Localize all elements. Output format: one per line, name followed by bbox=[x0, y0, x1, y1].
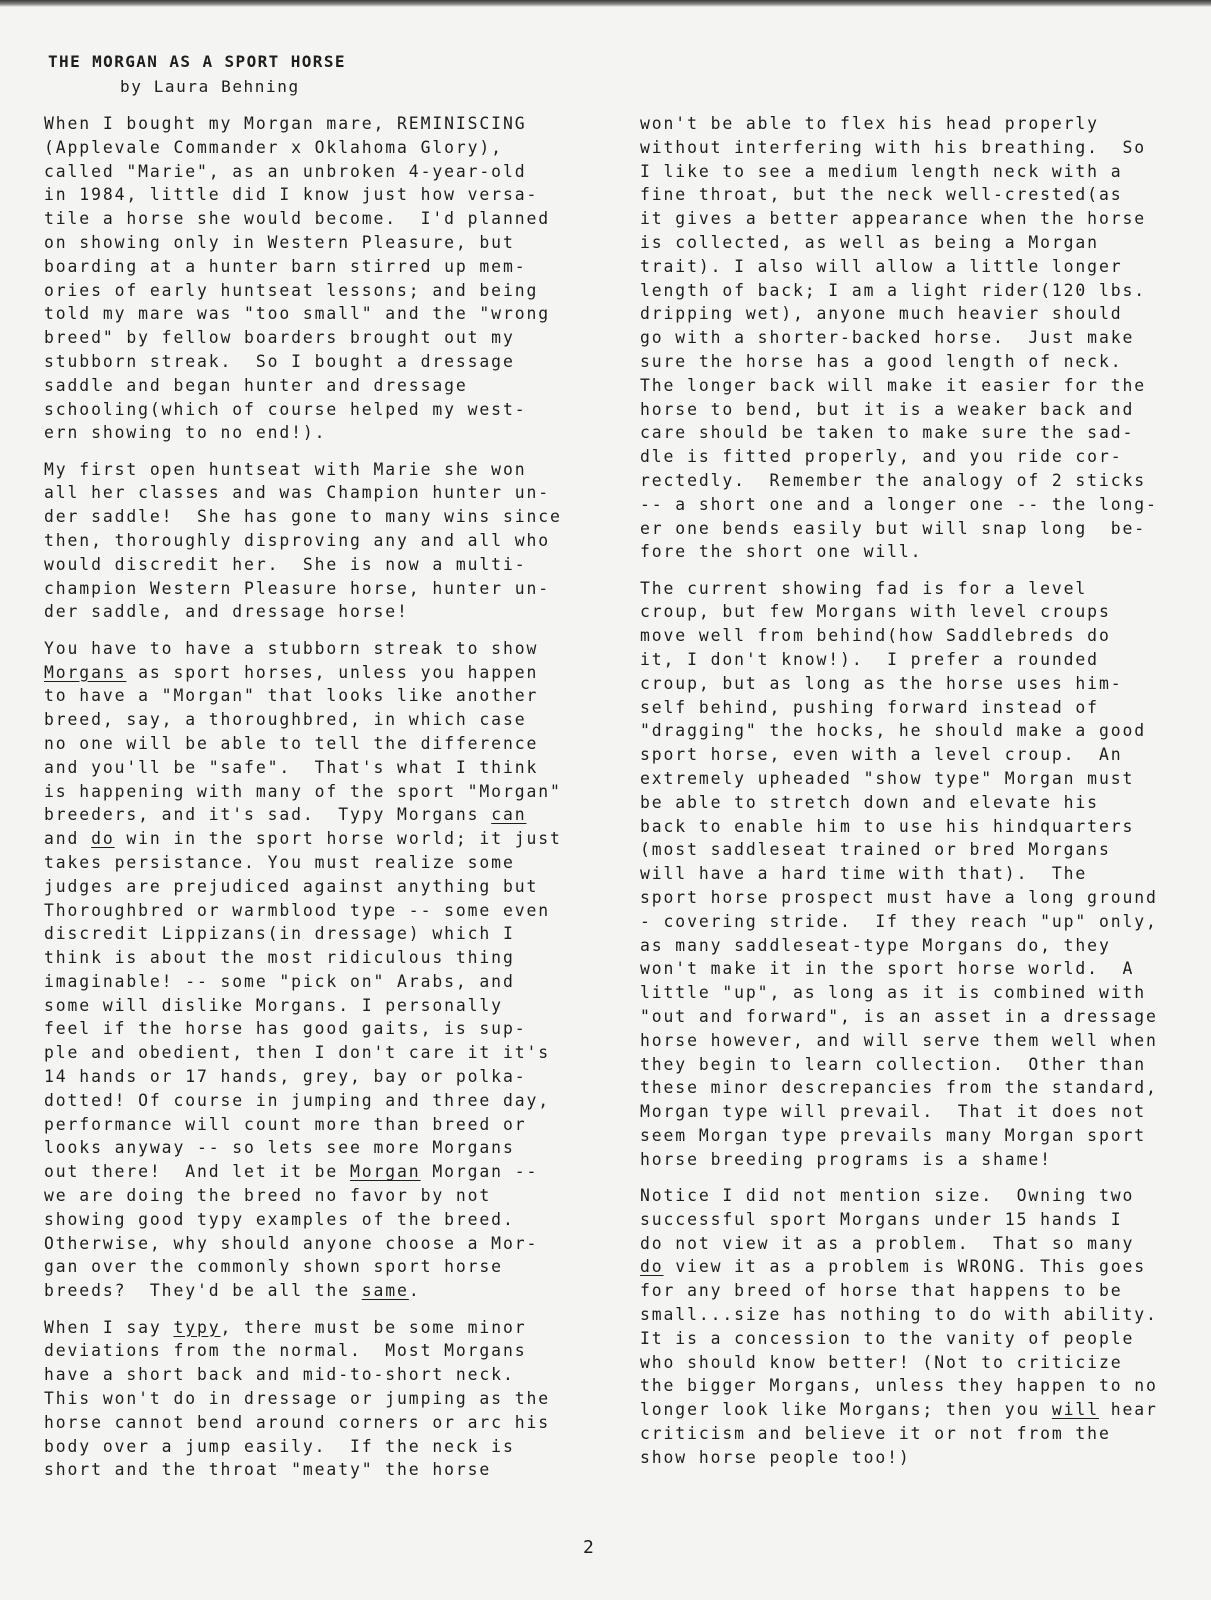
text-line bbox=[640, 540, 1185, 564]
text-segment: to have a "Morgan" that looks like another bbox=[44, 686, 539, 706]
text-line bbox=[44, 970, 594, 994]
text-segment: fine throat, but the neck well-crested(as bbox=[640, 185, 1123, 205]
text-segment: horse however, and will serve them well when bbox=[640, 1030, 1158, 1050]
text-segment: When I bought my Morgan mare, REMINISCING bbox=[44, 114, 527, 133]
text-line bbox=[640, 1100, 1185, 1124]
text-line bbox=[44, 1089, 594, 1113]
text-segment: Otherwise, why should anyone choose a Mor- bbox=[44, 1233, 539, 1253]
text-line bbox=[44, 398, 594, 422]
text-segment: My first open huntseat with Marie she won bbox=[44, 459, 527, 479]
text-line bbox=[640, 600, 1185, 624]
text-line bbox=[44, 1339, 594, 1363]
underlined-word: can bbox=[491, 805, 527, 825]
text-line bbox=[640, 648, 1185, 672]
text-segment: won't be able to flex his head properly bbox=[640, 114, 1099, 133]
text-line bbox=[640, 981, 1185, 1005]
text-line bbox=[640, 1029, 1185, 1053]
text-line bbox=[640, 1232, 1185, 1256]
text-line bbox=[640, 183, 1185, 207]
underlined-word: typy bbox=[173, 1317, 221, 1337]
text-line bbox=[44, 732, 594, 756]
paragraph bbox=[44, 112, 594, 445]
text-segment: - covering stride. If they reach "up" only, bbox=[640, 911, 1158, 931]
text-segment: tile a horse she would become. I'd planned bbox=[44, 209, 551, 229]
text-segment: rectedly. Remember the analogy of 2 sticks bbox=[640, 470, 1147, 490]
text-segment: Thoroughbred or warmblood type -- some even bbox=[44, 900, 551, 920]
text-line bbox=[640, 838, 1185, 862]
right-column bbox=[640, 112, 1185, 1482]
text-line bbox=[640, 326, 1185, 350]
text-line bbox=[640, 672, 1185, 696]
text-line bbox=[640, 350, 1185, 374]
text-segment: some will dislike Morgans. I personally bbox=[44, 995, 503, 1015]
text-segment: on showing only in Western Pleasure, but bbox=[44, 232, 515, 252]
text-segment: "dragging" the hocks, he should make a good bbox=[640, 721, 1147, 741]
text-segment: der saddle! She has gone to many wins since bbox=[44, 507, 562, 527]
text-segment: Notice I did not mention size. Owning two bbox=[640, 1186, 1135, 1206]
text-line bbox=[44, 827, 594, 851]
text-line bbox=[640, 719, 1185, 743]
text-segment: successful sport Morgans under 15 hands I bbox=[640, 1209, 1123, 1229]
text-segment: won't make it in the sport horse world. A bbox=[640, 959, 1135, 979]
text-segment: imaginable! -- some "pick on" Arabs, and bbox=[44, 971, 515, 991]
text-segment: hear bbox=[1098, 1400, 1158, 1420]
text-segment: When I say bbox=[44, 1317, 174, 1337]
text-segment: it, I don't know!). I prefer a rounded bbox=[640, 650, 1099, 670]
text-segment: ern showing to no end!). bbox=[44, 423, 327, 443]
text-line bbox=[44, 994, 594, 1018]
text-segment: saddle and began hunter and dressage bbox=[44, 375, 468, 395]
text-segment: criticism and believe it or not from the bbox=[640, 1424, 1111, 1444]
text-segment: as sport horses, unless you happen bbox=[126, 662, 539, 682]
text-line bbox=[44, 136, 594, 160]
text-segment: body over a jump easily. If the neck is bbox=[44, 1436, 515, 1456]
text-line bbox=[640, 1398, 1185, 1422]
text-line bbox=[640, 445, 1185, 469]
text-segment: called "Marie", as an unbroken 4-year-old bbox=[44, 161, 527, 181]
text-segment: they begin to learn collection. Other than bbox=[640, 1054, 1147, 1074]
text-line bbox=[640, 302, 1185, 326]
text-line bbox=[640, 231, 1185, 255]
text-segment: then, thoroughly disproving any and all who bbox=[44, 531, 551, 551]
text-segment: have a short back and mid-to-short neck. bbox=[44, 1365, 515, 1385]
text-line bbox=[44, 1041, 594, 1065]
text-segment: short and the throat "meaty" the horse bbox=[44, 1460, 492, 1480]
text-segment: will have a hard time with that). The bbox=[640, 864, 1088, 884]
text-segment: it gives a better appearance when the horse bbox=[640, 209, 1147, 229]
text-segment: dotted! Of course in jumping and three day, bbox=[44, 1090, 551, 1110]
underlined-word: do bbox=[640, 1257, 664, 1277]
text-segment: croup, but as long as the horse uses him- bbox=[640, 673, 1123, 693]
text-segment: "out and forward", is an asset in a dressage bbox=[640, 1006, 1158, 1026]
text-segment: show horse people too!) bbox=[640, 1447, 911, 1467]
underlined-word: same bbox=[361, 1281, 409, 1301]
text-segment: self behind, pushing forward instead of bbox=[640, 697, 1099, 717]
paragraph bbox=[44, 1316, 594, 1483]
text-line bbox=[44, 780, 594, 804]
text-line bbox=[44, 326, 594, 350]
text-segment: croup, but few Morgans with level croups bbox=[640, 602, 1111, 622]
text-segment: would discredit her. She is now a multi- bbox=[44, 554, 527, 574]
text-segment: The longer back will make it easier for the bbox=[640, 375, 1147, 395]
text-segment: all her classes and was Champion hunter un- bbox=[44, 483, 551, 503]
text-segment: breeds? They'd be all the bbox=[44, 1281, 362, 1301]
text-segment: little "up", as long as it is combined with bbox=[640, 983, 1147, 1003]
text-line bbox=[44, 1411, 594, 1435]
text-line bbox=[44, 899, 594, 923]
text-segment: (Applevale Commander x Oklahoma Glory), bbox=[44, 137, 503, 157]
text-line bbox=[640, 1184, 1185, 1208]
text-line bbox=[640, 1124, 1185, 1148]
page-number: 2 bbox=[583, 1537, 595, 1558]
text-line bbox=[44, 1184, 594, 1208]
text-segment: view it as a problem is WRONG. This goes bbox=[663, 1257, 1147, 1277]
text-line bbox=[640, 910, 1185, 934]
text-segment: (most saddleseat trained or bred Morgans bbox=[640, 840, 1111, 860]
text-line bbox=[640, 136, 1185, 160]
text-line bbox=[640, 374, 1185, 398]
text-line bbox=[640, 469, 1185, 493]
text-line bbox=[640, 255, 1185, 279]
text-line bbox=[640, 1208, 1185, 1232]
text-line bbox=[640, 1255, 1185, 1279]
text-segment: go with a shorter-backed horse. Just make bbox=[640, 328, 1135, 348]
text-line bbox=[44, 1387, 594, 1411]
text-segment: dripping wet), anyone much heavier should bbox=[640, 304, 1123, 324]
text-segment: is collected, as well as being a Morgan bbox=[640, 232, 1099, 252]
text-segment: . bbox=[408, 1281, 421, 1301]
paragraph bbox=[640, 112, 1185, 564]
text-line bbox=[44, 1208, 594, 1232]
text-line bbox=[44, 231, 594, 255]
text-line bbox=[640, 743, 1185, 767]
text-segment: trait). I also will allow a little longer bbox=[640, 256, 1123, 276]
text-line bbox=[44, 421, 594, 445]
text-segment: takes persistance. You must realize some bbox=[44, 852, 515, 872]
text-line bbox=[44, 637, 594, 661]
text-segment: champion Western Pleasure horse, hunter un- bbox=[44, 578, 551, 598]
text-segment: 14 hands or 17 hands, grey, bay or polka- bbox=[44, 1067, 527, 1087]
text-line bbox=[44, 1363, 594, 1387]
text-segment: in 1984, little did I know just how versa- bbox=[44, 185, 539, 205]
text-segment: sport horse prospect must have a long ground bbox=[640, 888, 1158, 907]
text-line bbox=[44, 1458, 594, 1482]
text-line bbox=[44, 851, 594, 875]
text-segment: performance will count more than breed or bbox=[44, 1114, 527, 1134]
text-line bbox=[44, 1435, 594, 1459]
left-column bbox=[44, 112, 594, 1495]
text-segment: the bigger Morgans, unless they happen to no bbox=[640, 1376, 1158, 1396]
paragraph bbox=[640, 1184, 1185, 1470]
text-segment: ple and obedient, then I don't care it it's bbox=[44, 1043, 551, 1063]
text-line bbox=[640, 767, 1185, 791]
text-segment: length of back; I am a light rider(120 lbs. bbox=[640, 280, 1147, 300]
text-line bbox=[640, 815, 1185, 839]
text-segment: schooling(which of course helped my west- bbox=[44, 399, 527, 419]
text-line bbox=[640, 862, 1185, 886]
text-segment: boarding at a hunter barn stirred up mem- bbox=[44, 256, 527, 276]
text-line bbox=[44, 505, 594, 529]
text-segment: do not view it as a problem. That so many bbox=[640, 1233, 1135, 1253]
text-segment: and you'll be "safe". That's what I think bbox=[44, 757, 539, 777]
text-line bbox=[640, 207, 1185, 231]
text-segment: sure the horse has a good length of neck. bbox=[640, 351, 1123, 371]
text-line bbox=[44, 1017, 594, 1041]
text-segment: without interfering with his breathing. So bbox=[640, 137, 1147, 157]
text-segment: horse breeding programs is a shame! bbox=[640, 1149, 1052, 1169]
text-line bbox=[640, 1148, 1185, 1172]
text-segment: out there! And let it be bbox=[44, 1162, 350, 1182]
text-line bbox=[44, 279, 594, 303]
text-line bbox=[640, 1279, 1185, 1303]
text-segment: looks anyway -- so lets see more Morgans bbox=[44, 1138, 515, 1158]
text-line bbox=[44, 661, 594, 685]
text-line bbox=[640, 1422, 1185, 1446]
text-segment: Morgan type will prevail. That it does not bbox=[640, 1102, 1147, 1122]
text-segment: The current showing fad is for a level bbox=[640, 578, 1088, 598]
text-segment: as many saddleseat-type Morgans do, they bbox=[640, 935, 1111, 955]
text-segment: horse to bend, but it is a weaker back and bbox=[640, 399, 1135, 419]
text-segment: This won't do in dressage or jumping as the bbox=[44, 1388, 551, 1408]
text-line bbox=[44, 684, 594, 708]
text-line bbox=[640, 421, 1185, 445]
text-segment: Morgan -- bbox=[420, 1162, 539, 1182]
text-segment: fore the short one will. bbox=[640, 542, 923, 562]
text-segment: move well from behind(how Saddlebreds do bbox=[640, 626, 1111, 646]
text-line bbox=[44, 350, 594, 374]
text-segment: for any breed of horse that happens to be bbox=[640, 1281, 1123, 1301]
text-line bbox=[44, 1232, 594, 1256]
paragraph bbox=[44, 637, 594, 1303]
text-segment: small...size has nothing to do with ability. bbox=[640, 1305, 1158, 1325]
text-line bbox=[640, 1351, 1185, 1375]
text-line bbox=[640, 1005, 1185, 1029]
underlined-word: Morgan bbox=[349, 1162, 421, 1182]
text-segment: breed, say, a thoroughbred, in which case bbox=[44, 710, 527, 730]
text-segment: extremely upheaded "show type" Morgan must bbox=[640, 769, 1135, 789]
text-segment: gan over the commonly shown sport horse bbox=[44, 1257, 503, 1277]
text-line bbox=[640, 957, 1185, 981]
text-line bbox=[44, 302, 594, 326]
text-line bbox=[44, 553, 594, 577]
text-line bbox=[640, 696, 1185, 720]
text-segment: horse cannot bend around corners or arc his bbox=[44, 1412, 551, 1432]
text-segment: der saddle, and dressage horse! bbox=[44, 602, 409, 622]
text-line bbox=[640, 493, 1185, 517]
text-line bbox=[44, 481, 594, 505]
text-segment: I like to see a medium length neck with a bbox=[640, 161, 1123, 181]
underlined-word: do bbox=[91, 829, 115, 849]
text-segment: er one bends easily but will snap long be- bbox=[640, 518, 1147, 538]
text-line bbox=[44, 1279, 594, 1303]
text-segment: we are doing the breed no favor by not bbox=[44, 1186, 492, 1206]
text-segment: You have to have a stubborn streak to show bbox=[44, 638, 539, 658]
page-top-edge-shadow bbox=[0, 0, 1211, 7]
text-segment: It is a concession to the vanity of people bbox=[640, 1328, 1135, 1348]
text-line bbox=[640, 934, 1185, 958]
text-segment: be able to stretch down and elevate his bbox=[640, 792, 1099, 812]
text-line bbox=[640, 1327, 1185, 1351]
article-title: THE MORGAN AS A SPORT HORSE bbox=[48, 52, 346, 71]
text-segment: told my mare was "too small" and the "wrong bbox=[44, 304, 551, 324]
underlined-word: will bbox=[1051, 1400, 1099, 1420]
paragraph bbox=[640, 577, 1185, 1172]
text-line bbox=[44, 1136, 594, 1160]
text-segment: think is about the most ridiculous thing bbox=[44, 948, 515, 968]
text-line bbox=[640, 577, 1185, 601]
text-line bbox=[44, 255, 594, 279]
text-line bbox=[44, 1316, 594, 1340]
text-line bbox=[640, 1374, 1185, 1398]
text-segment: , there must be some minor bbox=[220, 1317, 527, 1337]
text-line bbox=[44, 946, 594, 970]
text-segment: longer look like Morgans; then you bbox=[640, 1400, 1052, 1420]
text-line bbox=[44, 922, 594, 946]
text-segment: seem Morgan type prevails many Morgan sport bbox=[640, 1125, 1147, 1145]
text-segment: sport horse, even with a level croup. An bbox=[640, 745, 1123, 765]
text-line bbox=[640, 1053, 1185, 1077]
text-line bbox=[44, 708, 594, 732]
text-segment: no one will be able to tell the difference bbox=[44, 733, 539, 753]
text-line bbox=[640, 160, 1185, 184]
text-line bbox=[44, 577, 594, 601]
text-line bbox=[44, 183, 594, 207]
text-line bbox=[44, 875, 594, 899]
text-line bbox=[640, 1076, 1185, 1100]
text-segment: breeders, and it's sad. Typy Morgans bbox=[44, 805, 492, 825]
text-line bbox=[44, 374, 594, 398]
text-segment: discredit Lippizans(in dressage) which I bbox=[44, 924, 515, 944]
text-segment: -- a short one and a longer one -- the long- bbox=[640, 494, 1158, 514]
text-segment: back to enable him to use his hindquarters bbox=[640, 816, 1135, 836]
text-segment: feel if the horse has good gaits, is sup- bbox=[44, 1019, 527, 1039]
text-line bbox=[640, 791, 1185, 815]
text-line bbox=[640, 112, 1185, 136]
text-segment: deviations from the normal. Most Morgans bbox=[44, 1341, 527, 1361]
text-segment: dle is fitted properly, and you ride cor- bbox=[640, 447, 1123, 467]
text-segment: breed" by fellow boarders brought out my bbox=[44, 328, 515, 348]
text-segment: judges are prejudiced against anything but bbox=[44, 876, 539, 896]
text-line bbox=[640, 1446, 1185, 1470]
text-segment: these minor descrepancies from the standard, bbox=[640, 1078, 1158, 1098]
text-line bbox=[44, 458, 594, 482]
text-line bbox=[44, 600, 594, 624]
text-segment: and bbox=[44, 829, 92, 849]
underlined-word: Morgans bbox=[44, 662, 127, 682]
text-line bbox=[640, 886, 1185, 910]
article-byline: by Laura Behning bbox=[120, 77, 300, 96]
text-line bbox=[44, 1113, 594, 1137]
text-segment: ories of early huntseat lessons; and being bbox=[44, 280, 539, 300]
text-line bbox=[44, 160, 594, 184]
text-line bbox=[640, 1303, 1185, 1327]
text-segment: care should be taken to make sure the sad- bbox=[640, 423, 1135, 443]
paragraph bbox=[44, 458, 594, 625]
text-line bbox=[44, 803, 594, 827]
text-line bbox=[640, 398, 1185, 422]
text-line bbox=[44, 1255, 594, 1279]
text-segment: is happening with many of the sport "Morgan" bbox=[44, 781, 562, 801]
text-segment: stubborn streak. So I bought a dressage bbox=[44, 351, 515, 371]
text-line bbox=[44, 1160, 594, 1184]
text-line bbox=[640, 279, 1185, 303]
text-line bbox=[640, 624, 1185, 648]
text-line bbox=[44, 207, 594, 231]
text-segment: win in the sport horse world; it just bbox=[114, 829, 562, 849]
text-line bbox=[44, 112, 594, 136]
text-line bbox=[44, 1065, 594, 1089]
text-line bbox=[44, 529, 594, 553]
text-line bbox=[44, 756, 594, 780]
text-segment: who should know better! (Not to criticize bbox=[640, 1352, 1123, 1372]
text-line bbox=[640, 517, 1185, 541]
text-segment: showing good typy examples of the breed. bbox=[44, 1209, 515, 1229]
